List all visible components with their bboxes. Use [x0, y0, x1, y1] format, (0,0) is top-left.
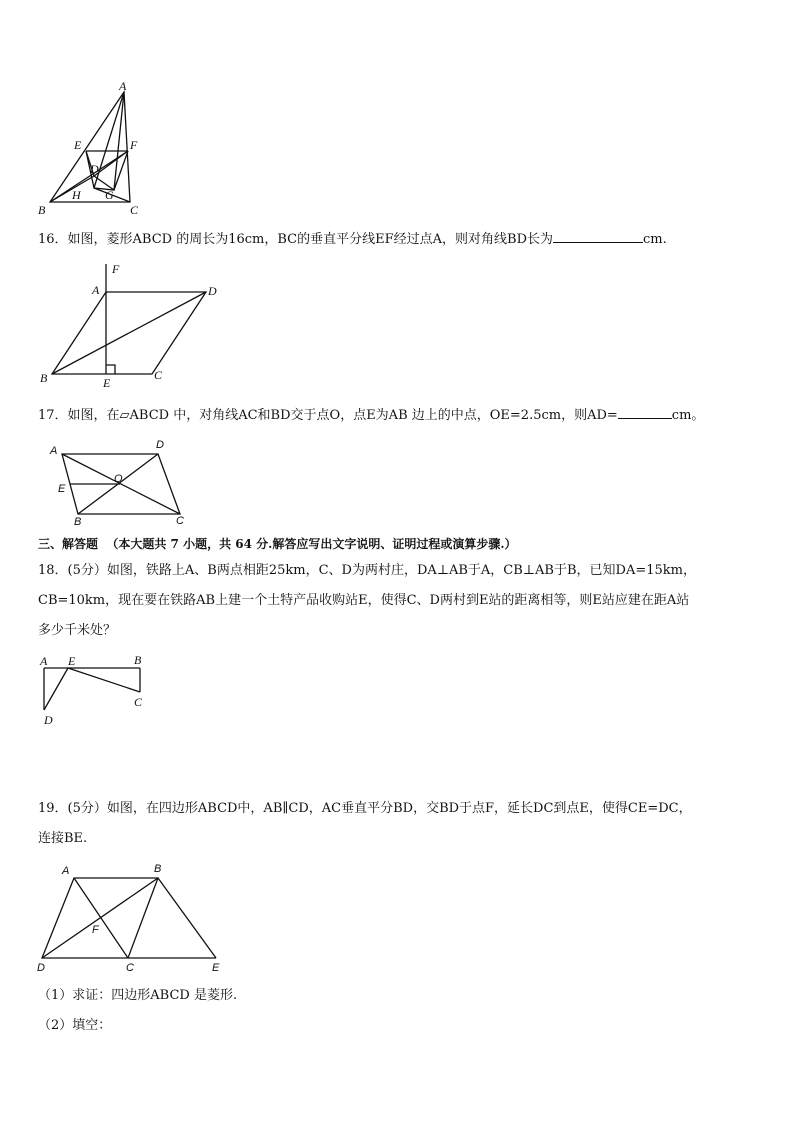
figure-q18 [34, 650, 164, 732]
figure-q17 [46, 436, 196, 528]
diagonal-bd [52, 292, 206, 374]
label-E: E [74, 138, 82, 152]
label-A: A [119, 79, 127, 93]
label-C: C [134, 695, 143, 709]
label-C: C [130, 203, 139, 217]
diagonal-bd [42, 878, 158, 958]
segment-ec [68, 668, 140, 692]
label-D: D [37, 962, 45, 974]
label-C: C [126, 962, 134, 974]
figure-q19 [30, 856, 240, 980]
label-E: E [103, 376, 111, 390]
q19-part1: （1）求证：四边形ABCD 是菱形. [38, 988, 238, 1003]
label-B: B [40, 371, 48, 385]
label-B: B [134, 653, 142, 667]
label-E: E [58, 483, 66, 495]
label-A: A [92, 283, 100, 297]
label-B: B [154, 863, 162, 875]
label-H: H [72, 188, 81, 202]
segment-de [44, 668, 68, 710]
label-A: A [40, 654, 48, 668]
q19-line1: 19．(5分）如图，在四边形ABCD中，AB∥CD，AC垂直平分BD，交BD于点F，延长DC到点E，使得CE=DC， [38, 801, 692, 816]
label-G: G [105, 188, 114, 202]
q17-text: 17．如图，在▱ABCD 中，对角线AC和BD交于点O，点E为AB 边上的中点，OE=2.5cm，则AD= cm。 [38, 404, 704, 425]
label-D: D [156, 439, 164, 451]
q16-answer-blank[interactable] [553, 228, 643, 243]
label-F: F [130, 138, 138, 152]
figure-q16 [34, 260, 234, 390]
label-F: F [92, 924, 99, 936]
q18-line2: CB=10km，现在要在铁路AB上建一个土特产品收购站E，使得C、D两村到E站的距离相等，则E站应建在距A站 [38, 593, 690, 608]
label-O: O [114, 473, 123, 485]
q18-line1: 18．(5分）如图，铁路上A、B两点相距25km，C、D为两村庄，DA⊥AB于A，CB⊥AB于B，已知DA=15km， [38, 563, 696, 578]
label-B: B [74, 516, 82, 528]
label-A: A [50, 445, 58, 457]
q18-line3: 多少千米处？ [38, 623, 117, 638]
figure-q15 [30, 78, 150, 218]
label-D: D [90, 162, 99, 176]
segment-be [158, 878, 216, 958]
label-E: E [212, 962, 220, 974]
q16-text: 16．如图，菱形ABCD 的周长为16cm，BC的垂直平分线EF经过点A，则对角线BD长为 cm. [38, 228, 667, 249]
label-C: C [176, 515, 184, 527]
label-B: B [38, 203, 46, 217]
label-D: D [44, 713, 53, 727]
q17-answer-blank[interactable] [618, 404, 672, 419]
q19-line2: 连接BE. [38, 831, 88, 846]
q19-part2: （2）填空： [38, 1018, 112, 1033]
label-E: E [68, 654, 76, 668]
label-A: A [62, 865, 70, 877]
label-F: F [112, 262, 120, 276]
label-D: D [208, 284, 217, 298]
right-angle-mark [106, 365, 115, 374]
label-C: C [154, 368, 163, 382]
section-heading: 三、解答题 （本大题共 7 小题，共 64 分.解答应写出文字说明、证明过程或演算步骤.） [38, 537, 517, 551]
